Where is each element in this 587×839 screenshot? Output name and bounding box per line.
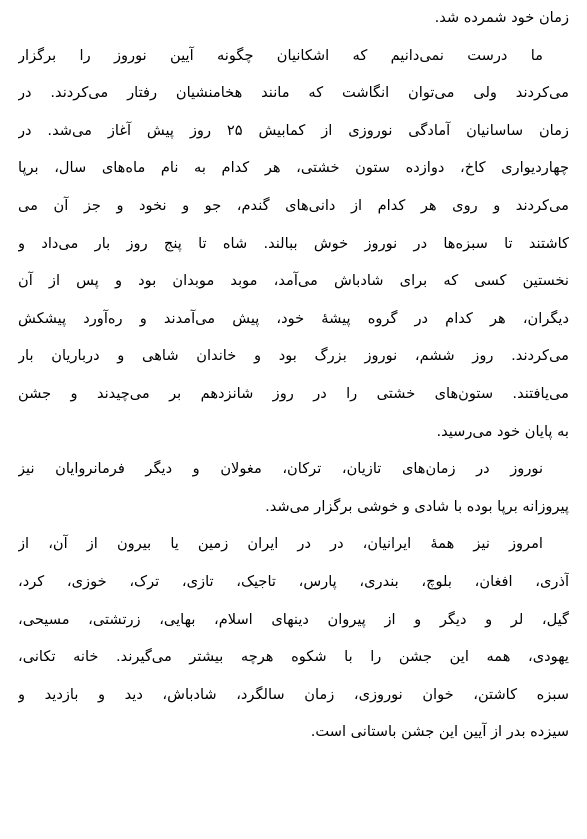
text-line: سبزه کاشتن، خوان نوروزی، زمان سالگرد، شادباش، دید و بازدید و (18, 685, 569, 703)
paragraph (18, 529, 569, 755)
text-line: می‌کردند و روی هر کدام از دانی‌های گندم، جو و نخود و جز آن می (18, 196, 569, 214)
paragraph (18, 3, 569, 41)
text-line: زمان ساسانیان آمادگی نوروزی از کمابیش ۲۵ روز پیش آغاز می‌شد. در (18, 121, 569, 139)
text-line: یهودی، همه این جشن را با شکوه هرچه بیشتر می‌گیرند. خانه تکانی، (18, 648, 569, 666)
text-line: آذری، افغان، بلوچ، بندری، پارس، تاجیک، تازی، ترک، خوزی، کرد، (18, 572, 569, 590)
paragraph (18, 454, 569, 529)
text-line: سیزده بدر از آیین این جشن باستانی است. (310, 723, 569, 741)
text-line: کاشتند تا سبزه‌ها در نوروز خوش ببالند. شاه تا پنج روز بار می‌داد و (18, 234, 569, 252)
text-line: امروز نیز همهٔ ایرانیان، در در ایران زمین یا بیرون از آن، از (18, 535, 543, 553)
text-line: زمان خود شمرده شد. (434, 9, 569, 26)
text-line: ما درست نمی‌دانیم که اشکانیان چگونه آیین نوروز را برگزار (18, 46, 543, 64)
text-line: گیل، لر و دیگر و از پیروان دینهای اسلام، بهایی، زرتشتی، مسیحی، (18, 610, 569, 628)
text-line: دیگران، هر کدام در گروه پیشهٔ خود، پیش می‌آمدند و ره‌آورد پیشکش (18, 309, 569, 327)
text-line: نخستین کسی که برای شادباش می‌آمد، موبد موبدان بود و پس از آن (18, 272, 569, 290)
text-line: به پایان خود می‌رسید. (436, 422, 569, 440)
text-line: می‌یافتند. ستون‌های خشتی را در روز شانزدهم بر می‌چیدند و جشن (18, 384, 569, 402)
text-line: می‌کردند. روز ششم، نوروز بزرگ بود و خاندان شاهی و درباریان بار (18, 347, 569, 365)
text-line: نوروز در زمان‌های تازیان، ترکان، مغولان و دیگر فرمانروایان نیز (18, 460, 543, 478)
text-line: می‌کردند ولی می‌توان انگاشت که مانند هخامنشیان رفتار می‌کردند. در (18, 84, 569, 102)
text-line: پیروزانه برپا بوده با شادی و خوشی برگزار می‌شد. (265, 497, 569, 515)
text-line: چهاردیواری کاخ، دوازده ستون خشتی، هر کدام به نام ماه‌های سال، برپا (18, 159, 569, 177)
paragraph (18, 41, 569, 455)
